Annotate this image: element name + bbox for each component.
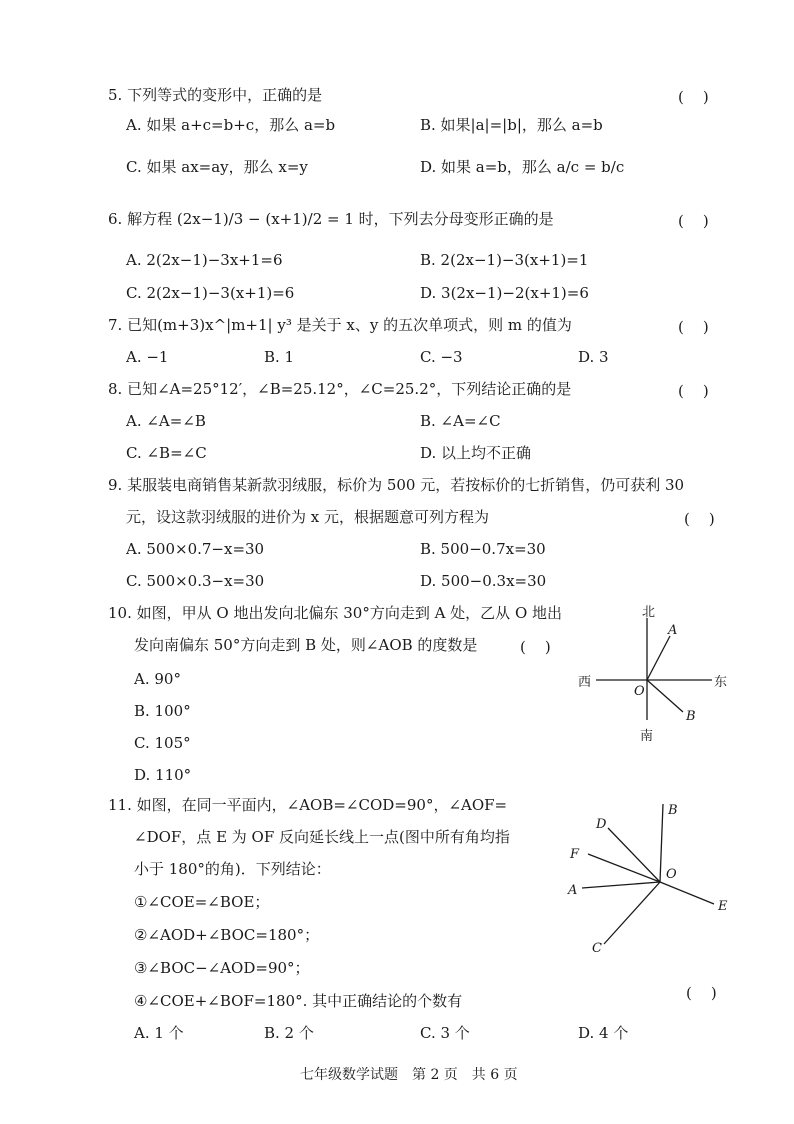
ray-of (588, 854, 660, 882)
q5-option-a: A. 如果 a+c=b+c，那么 a=b (126, 116, 336, 134)
q6-option-c: C. 2(2x−1)−3(x+1)=6 (126, 284, 295, 302)
ray-ob (647, 680, 683, 712)
q6-option-d: D. 3(2x−1)−2(x+1)=6 (420, 284, 589, 302)
point-a-label: A (668, 623, 678, 638)
q6-answer-paren: ( ) (678, 212, 709, 230)
q6-stem: 6. 解方程 (2x−1)/3 − (x+1)/2 = 1 时，下列去分母变形正确的是 (108, 210, 554, 228)
ray-oa (647, 636, 670, 680)
q8-option-a: A. ∠A=∠B (126, 412, 206, 430)
q8-option-d: D. 以上均不正确 (420, 444, 532, 462)
q9-stem-line2: 元，设这款羽绒服的进价为 x 元，根据题意可列方程为 (126, 508, 489, 526)
q9-stem-line1: 9. 某服装电商销售某新款羽绒服，标价为 500 元，若按标价的七折销售，仍可获利 30 (108, 476, 685, 494)
q8-option-b: B. ∠A=∠C (420, 412, 501, 430)
q9-answer-paren: ( ) (684, 510, 715, 528)
point-c-label: C (592, 941, 602, 956)
q10-option-b: B. 100° (134, 702, 191, 720)
south-label: 南 (640, 729, 654, 744)
q10-option-a: A. 90° (134, 670, 181, 688)
q10-option-d: D. 110° (134, 766, 192, 784)
point-b-label: B (686, 709, 696, 724)
ray-ob (660, 804, 663, 882)
q11-option-a: A. 1 个 (134, 1024, 184, 1042)
point-f-label: F (570, 847, 580, 862)
point-e-label: E (718, 899, 728, 914)
q8-answer-paren: ( ) (678, 382, 709, 400)
q8-stem: 8. 已知∠A=25°12′，∠B=25.12°，∠C=25.2°，下列结论正确的是 (108, 380, 572, 398)
ray-oa (582, 882, 660, 888)
q11-option-c: C. 3 个 (420, 1024, 470, 1042)
q7-option-c: C. −3 (420, 348, 463, 366)
q7-option-a: A. −1 (126, 348, 169, 366)
q7-option-b: B. 1 (264, 348, 295, 366)
ray-od (608, 828, 660, 882)
q8-option-c: C. ∠B=∠C (126, 444, 207, 462)
q11-conclusion-2: ②∠AOD+∠BOC=180°； (134, 926, 320, 944)
point-b-label: B (668, 803, 678, 818)
ray-oe (660, 882, 714, 904)
point-a-label: A (568, 883, 578, 898)
point-d-label: D (596, 817, 607, 832)
west-label: 西 (578, 675, 592, 690)
q7-stem: 7. 已知(m+3)x^|m+1| y³ 是关于 x、y 的五次单项式，则 m 的值为 (108, 316, 572, 334)
point-o-label: O (666, 867, 677, 882)
q5-option-b: B. 如果|a|=|b|，那么 a=b (420, 116, 603, 134)
q5-answer-paren: ( ) (678, 88, 709, 106)
q9-option-d: D. 500−0.3x=30 (420, 572, 547, 590)
q9-option-a: A. 500×0.7−x=30 (126, 540, 265, 558)
q11-option-b: B. 2 个 (264, 1024, 314, 1042)
q10-option-c: C. 105° (134, 734, 191, 752)
east-label: 东 (714, 675, 728, 690)
page-footer: 七年级数学试题 第 2 页 共 6 页 (300, 1067, 518, 1083)
q11-stem-line3: 小于 180°的角)．下列结论： (134, 860, 331, 878)
q11-conclusion-4: ④∠COE+∠BOF=180°. 其中正确结论的个数有 (134, 992, 463, 1010)
q11-conclusion-1: ①∠COE=∠BOE； (134, 893, 270, 911)
q10-answer-paren: ( ) (520, 638, 551, 656)
q11-answer-paren: ( ) (686, 984, 717, 1002)
point-o-label: O (634, 684, 645, 699)
ray-oc (604, 882, 660, 944)
q6-option-a: A. 2(2x−1)−3x+1=6 (126, 251, 283, 269)
angles-diagram (560, 796, 760, 966)
q9-option-b: B. 500−0.7x=30 (420, 540, 546, 558)
q11-stem-line2: ∠DOF，点 E 为 OF 反向延长线上一点(图中所有角均指 (134, 828, 510, 846)
q11-option-d: D. 4 个 (578, 1024, 629, 1042)
q7-answer-paren: ( ) (678, 318, 709, 336)
q10-stem-line1: 10. 如图，甲从 O 地出发向北偏东 30°方向走到 A 处，乙从 O 地出 (108, 604, 563, 622)
q10-stem-line2: 发向南偏东 50°方向走到 B 处，则∠AOB 的度数是 (134, 636, 478, 654)
q9-option-c: C. 500×0.3−x=30 (126, 572, 265, 590)
q7-option-d: D. 3 (578, 348, 609, 366)
q5-stem: 5. 下列等式的变形中，正确的是 (108, 86, 323, 104)
compass-diagram (570, 600, 740, 750)
q6-option-b: B. 2(2x−1)−3(x+1)=1 (420, 251, 589, 269)
north-label: 北 (642, 605, 656, 620)
q11-conclusion-3: ③∠BOC−∠AOD=90°； (134, 959, 310, 977)
q11-stem-line1: 11. 如图，在同一平面内，∠AOB=∠COD=90°，∠AOF= (108, 796, 508, 814)
q5-option-d: D. 如果 a=b，那么 a/c = b/c (420, 158, 625, 176)
q5-option-c: C. 如果 ax=ay，那么 x=y (126, 158, 308, 176)
